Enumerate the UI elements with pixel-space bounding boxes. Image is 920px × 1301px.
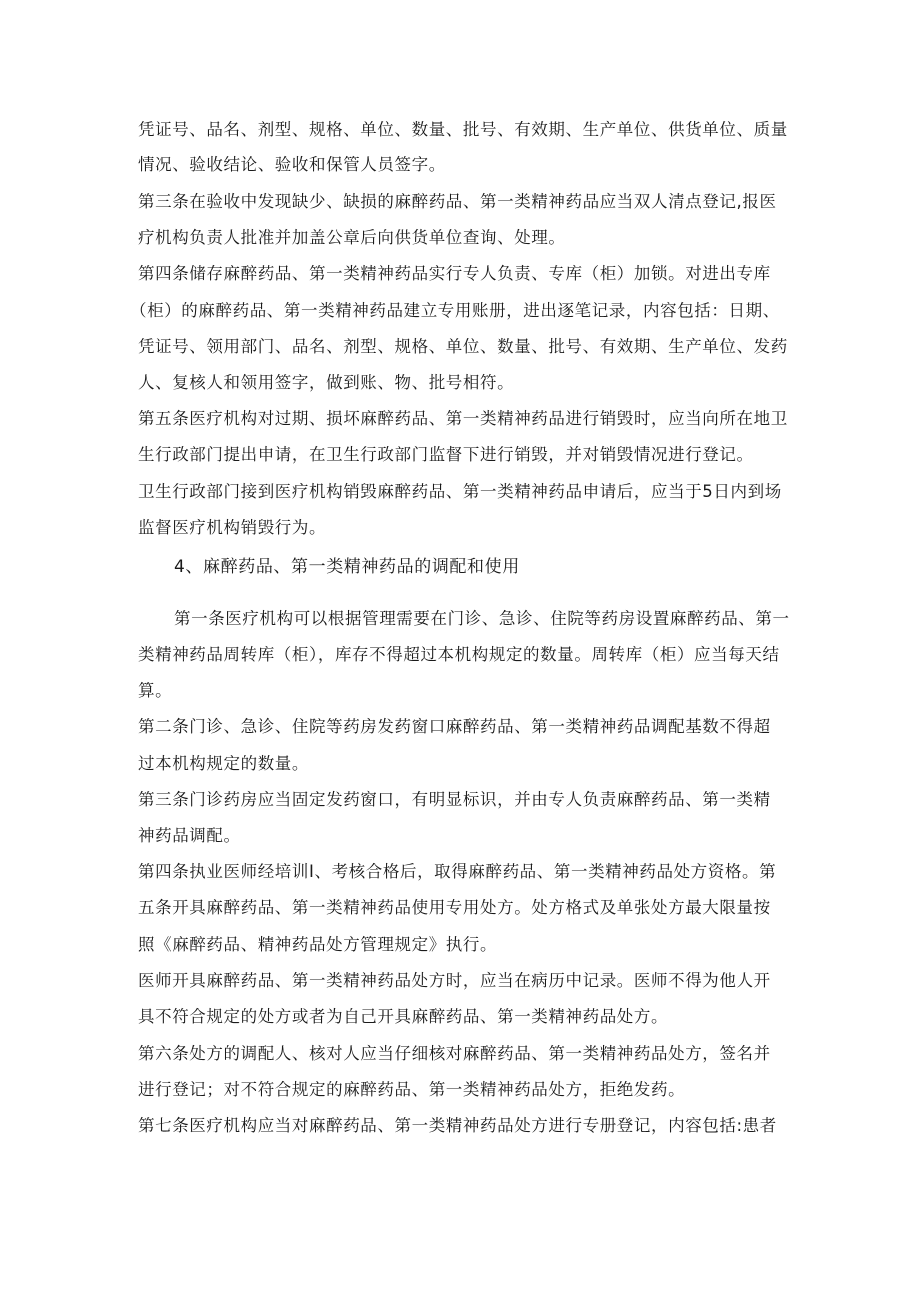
paragraph-line: 监督医疗机构销毁行为。 bbox=[138, 518, 327, 537]
paragraph-line: 生行政部门提出申请，在卫生行政部门监督下进行销毁，并对销毁情况进行登记。 bbox=[138, 445, 754, 464]
paragraph-line: 卫生行政部门接到医疗机构销毁麻醉药品、第一类精神药品申请后，应当于5日内到场 bbox=[138, 482, 782, 501]
paragraph-line: 第二条门诊、急诊、住院等药房发药窗口麻醉药品、第一类精神药品调配基数不得超 bbox=[138, 717, 771, 736]
paragraph-line: 照《麻醉药品、精神药品处方管理规定》执行。 bbox=[138, 935, 498, 954]
paragraph-line: 凭证号、品名、剂型、规格、单位、数量、批号、有效期、生产单位、供货单位、质量 bbox=[138, 120, 788, 139]
paragraph-line: 进行登记；对不符合规定的麻醉药品、第一类精神药品处方，拒绝发药。 bbox=[138, 1080, 686, 1099]
paragraph-line: 第六条处方的调配人、核对人应当仔细核对麻醉药品、第一类精神药品处方，签名并 bbox=[138, 1044, 771, 1063]
paragraph-line: 神药品调配。 bbox=[138, 826, 241, 845]
paragraph-line: 第三条门诊药房应当固定发药窗口，有明显标识，并由专人负责麻醉药品、第一类精 bbox=[138, 790, 771, 809]
paragraph-line: （柜）的麻醉药品、第一类精神药品建立专用账册，进出逐笔记录，内容包括：日期、 bbox=[130, 301, 780, 320]
paragraph-line: 医师开具麻醉药品、第一类精神药品处方时，应当在病历中记录。医师不得为他人开 bbox=[138, 971, 771, 990]
paragraph-line: 第四条执业医师经培训Ⅰ、考核合格后，取得麻醉药品、第一类精神药品处方资格。第 bbox=[138, 862, 777, 881]
paragraph-line: 具不符合规定的处方或者为自己开具麻醉药品、第一类精神药品处方。 bbox=[138, 1007, 669, 1026]
paragraph-line: 人、复核人和领用签字，做到账、物、批号相符。 bbox=[138, 373, 515, 392]
paragraph-line: 疗机构负责人批准并加盖公章后向供货单位查询、处理。 bbox=[138, 228, 566, 247]
paragraph-line: 类精神药品周转库（柜），库存不得超过本机构规定的数量。周转库（柜）应当每天结 bbox=[138, 645, 780, 664]
section-heading: 4、麻醉药品、第一类精神药品的调配和使用 bbox=[174, 557, 520, 577]
paragraph-line: 第四条储存麻醉药品、第一类精神药品实行专人负责、专库（柜）加锁。对进出专库 bbox=[138, 264, 771, 283]
paragraph-line: 第三条在验收中发现缺少、缺损的麻醉药品、第一类精神药品应当双人清点登记,报医 bbox=[138, 192, 777, 211]
paragraph-line: 第五条医疗机构对过期、损坏麻醉药品、第一类精神药品进行销毁时，应当向所在地卫 bbox=[138, 409, 788, 428]
paragraph-line: 第七条医疗机构应当对麻醉药品、第一类精神药品处方进行专册登记，内容包括:患者 bbox=[138, 1116, 777, 1135]
paragraph-line: 算。 bbox=[138, 681, 173, 700]
paragraph-line: 第一条医疗机构可以根据管理需要在门诊、急诊、住院等药房设置麻醉药品、第一 bbox=[174, 609, 790, 628]
paragraph-line: 凭证号、领用部门、品名、剂型、规格、单位、数量、批号、有效期、生产单位、发药 bbox=[138, 337, 788, 356]
paragraph-line: 五条开具麻醉药品、第一类精神药品使用专用处方。处方格式及单张处方最大限量按 bbox=[138, 898, 771, 917]
paragraph-line: 情况、验收结论、验收和保管人员签字。 bbox=[138, 155, 446, 174]
paragraph-line: 过本机构规定的数量。 bbox=[138, 754, 309, 773]
